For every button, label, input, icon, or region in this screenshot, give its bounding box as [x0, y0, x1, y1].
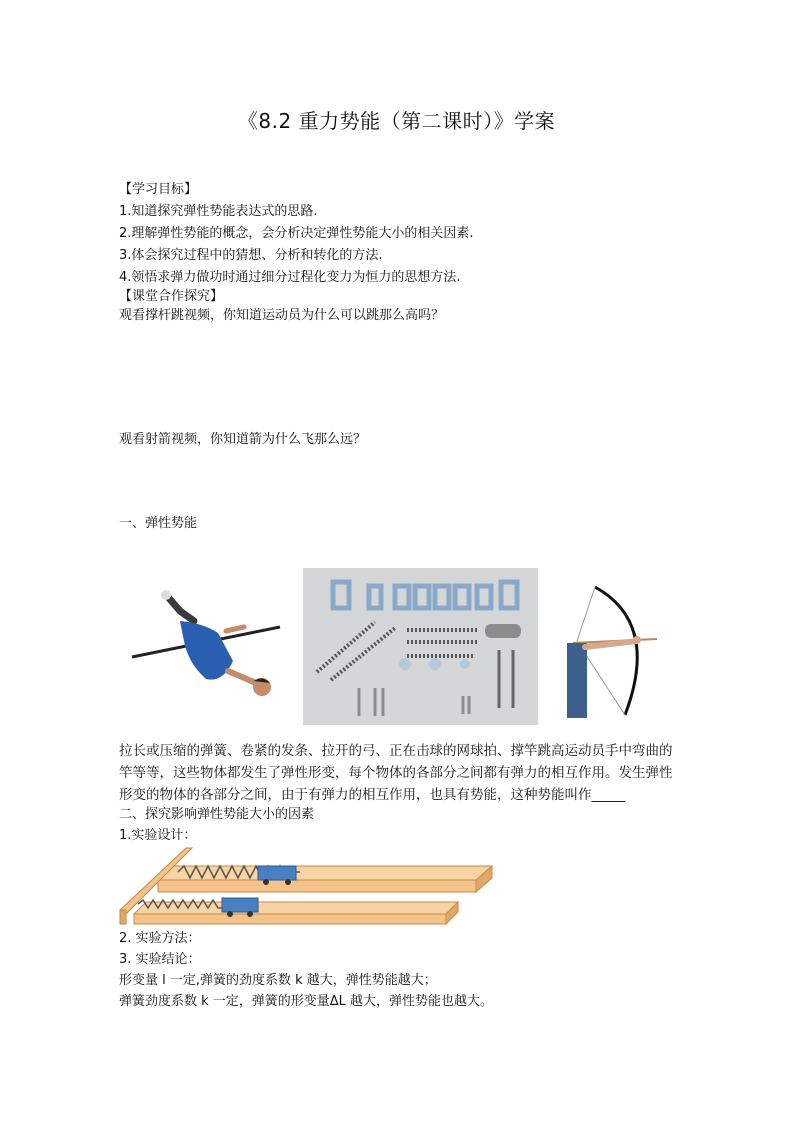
springs-image — [303, 568, 538, 725]
objective-item: 3.体会探究过程中的猜想、分析和转化的方法. — [119, 248, 383, 263]
experiment-method-label: 2. 实验方法： — [119, 931, 201, 946]
pole-vault-image — [128, 583, 288, 708]
conclusion-line: 弹簧劲度系数 k 一定，弹簧的形变量ΔL 越大，弹性势能也越大。 — [119, 994, 494, 1009]
experiment-design-label: 1.实验设计： — [119, 828, 197, 843]
section-elastic-potential-heading: 一、弹性势能 — [119, 516, 198, 531]
objective-item: 4.领悟求弹力做功时通过细分过程化变力为恒力的思想方法. — [119, 270, 461, 285]
experiment-diagram — [116, 846, 496, 931]
conclusion-line: 形变量 l 一定,弹簧的劲度系数 k 越大，弹性势能越大； — [119, 973, 437, 988]
question-archery: 观看射箭视频，你知道箭为什么飞那么远？ — [119, 432, 367, 447]
section-factors-heading: 二、探究影响弹性势能大小的因素 — [119, 807, 315, 822]
experiment-conclusion-label: 3. 实验结论： — [119, 952, 201, 967]
elastic-potential-paragraph: 拉长或压缩的弹簧、卷紧的发条、拉开的弓、正在击球的网球拍、撑竿跳高运动员手中弯曲的竿等等，这些物体都发生了弹性形变，每个物体的各部分之间都有弹力的相互作用。发生弹性形变的物体的各部分之间，由于有弹力的相互作用，也具有势能，这种势能叫作_____ — [119, 743, 673, 803]
objective-item: 2.理解弹性势能的概念，会分析决定弹性势能大小的相关因素. — [119, 226, 474, 241]
objective-item: 1.知道探究弹性势能表达式的思路. — [119, 204, 318, 219]
archer-image — [565, 583, 660, 718]
page-title: 《8.2 重力势能（第二课时）》学案 — [237, 109, 556, 133]
objectives-heading: 【学习目标】 — [119, 182, 198, 197]
question-pole-vault: 观看撑杆跳视频，你知道运动员为什么可以跳那么高吗？ — [119, 308, 445, 323]
inquiry-heading: 【课堂合作探究】 — [119, 289, 224, 304]
